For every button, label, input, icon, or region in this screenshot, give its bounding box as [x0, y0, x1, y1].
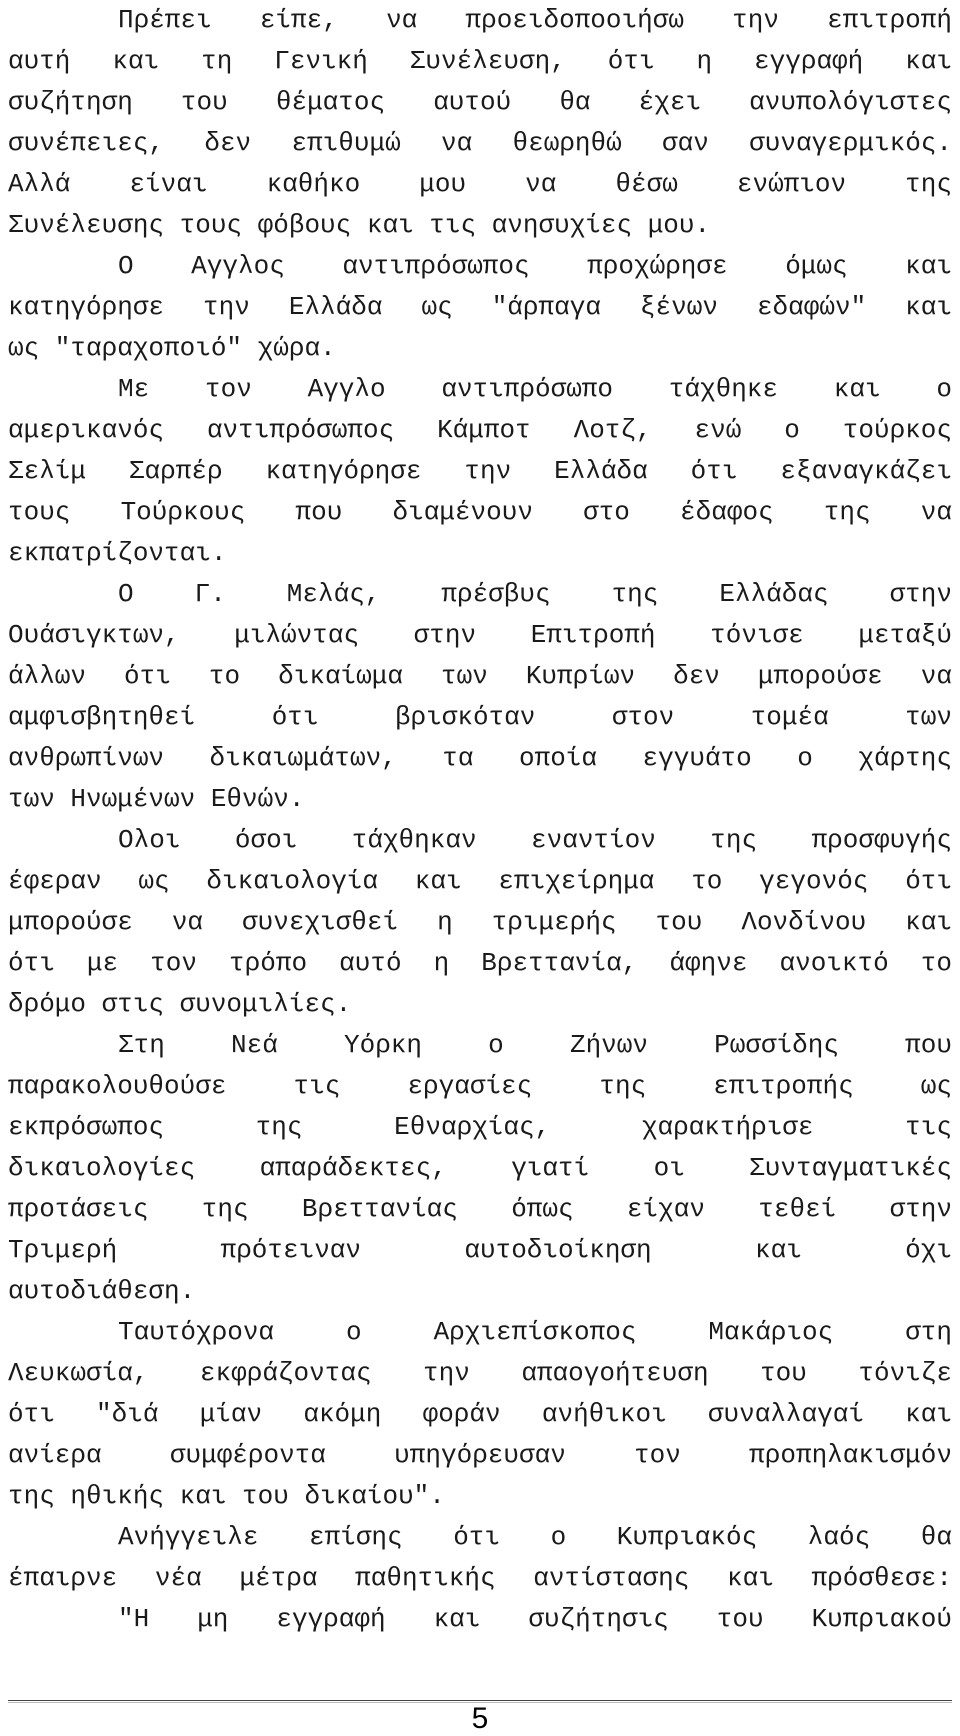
text-line: αυτοδιάθεση. [8, 1276, 196, 1306]
text-line: ανίερα συμφέροντα υπηγόρευσαν τον προπηλακισμόν [8, 1440, 952, 1470]
text-line: ανθρωπίνων δικαιωμάτων, τα οποία εγγυάτο ο χάρτης [8, 743, 952, 773]
text-line: ότι με τον τρόπο αυτό η Βρεττανία, άφηνε ανοικτό το [8, 948, 952, 978]
text-line: τους Τούρκους που διαμένουν στο έδαφος της να [8, 497, 952, 527]
text-line: Τριμερή πρότειναν αυτοδιοίκηση και όχι [8, 1235, 952, 1265]
text-line: εκπρόσωπος της Εθναρχίας, χαρακτήρισε τις [8, 1112, 952, 1142]
document-body [8, 0, 952, 1640]
text-line: συζήτηση του θέματος αυτού θα έχει ανυπολόγιστες [8, 87, 952, 117]
text-line: ότι "διά μίαν ακόμη φοράν ανήθικοι συναλλαγαί και [8, 1399, 952, 1429]
text-line: μπορούσε να συνεχισθεί η τριμερής του Λονδίνου και [8, 907, 952, 937]
text-line: Ο Αγγλος αντιπρόσωπος προχώρησε όμως και [118, 251, 952, 281]
text-line: Ουάσιγκτων, μιλώντας στην Επιτροπή τόνισε μεταξύ [8, 620, 952, 650]
text-line: Πρέπει είπε, να προειδοποοιήσω την επιτροπή [118, 5, 952, 35]
text-line: Με τον Αγγλο αντιπρόσωπο τάχθηκε και ο [118, 374, 952, 404]
text-line: Αλλά είναι καθήκο μου να θέσω ενώπιον της [8, 169, 952, 199]
text-line: Ο Γ. Μελάς, πρέσβυς της Ελλάδας στην [118, 579, 952, 609]
text-line: Λευκωσία, εκφράζοντας την απαογοήτευση του τόνιζε [8, 1358, 952, 1388]
text-line: εκπατρίζονται. [8, 538, 227, 568]
text-line: Ταυτόχρονα ο Αρχιεπίσκοπος Μακάριος στη [118, 1317, 952, 1347]
text-line: αμφισβητηθεί ότι βρισκόταν στον τομέα των [8, 702, 952, 732]
text-line: της ηθικής και του δικαίου". [8, 1481, 445, 1511]
text-line: κατηγόρησε την Ελλάδα ως "άρπαγα ξένων εδαφών" και [8, 292, 952, 322]
text-line: ως "ταραχοποιό" χώρα. [8, 333, 336, 363]
text-line: Συνέλευσης τους φόβους και τις ανησυχίες μου. [8, 210, 711, 240]
footer-rule [8, 1700, 952, 1701]
text-line: Ανήγγειλε επίσης ότι ο Κυπριακός λαός θα [118, 1522, 952, 1552]
text-line: Ολοι όσοι τάχθηκαν εναντίον της προσφυγής [118, 825, 952, 855]
page-number: 5 [471, 1702, 489, 1735]
text-line: δρόμο στις συνομιλίες. [8, 989, 352, 1019]
text-line: Σελίμ Σαρπέρ κατηγόρησε την Ελλάδα ότι εξαναγκάζει [8, 456, 952, 486]
text-line: έπαιρνε νέα μέτρα παθητικής αντίστασης και πρόσθεσε: [8, 1563, 952, 1593]
text-line: αυτή και τη Γενική Συνέλευση, ότι η εγγραφή και [8, 46, 952, 76]
text-line: δικαιολογίες απαράδεκτες, γιατί οι Συνταγματικές [8, 1153, 952, 1183]
text-line: αμερικανός αντιπρόσωπος Κάμποτ Λοτζ, ενώ ο τούρκος [8, 415, 952, 445]
text-line: "Η μη εγγραφή και συζήτησις του Κυπριακού [118, 1604, 952, 1634]
text-line: παρακολουθούσε τις εργασίες της επιτροπής ως [8, 1071, 952, 1101]
text-line: συνέπειες, δεν επιθυμώ να θεωρηθώ σαν συναγερμικός. [8, 128, 952, 158]
text-line: Στη Νεά Υόρκη ο Ζήνων Ρωσσίδης που [118, 1030, 952, 1060]
text-line: των Ηνωμένων Εθνών. [8, 784, 305, 814]
text-line: προτάσεις της Βρεττανίας όπως είχαν τεθεί στην [8, 1194, 952, 1224]
text-line: άλλων ότι το δικαίωμα των Κυπρίων δεν μπορούσε να [8, 661, 952, 691]
text-line: έφεραν ως δικαιολογία και επιχείρημα το γεγονός ότι [8, 866, 952, 896]
document-page [8, 0, 952, 1640]
